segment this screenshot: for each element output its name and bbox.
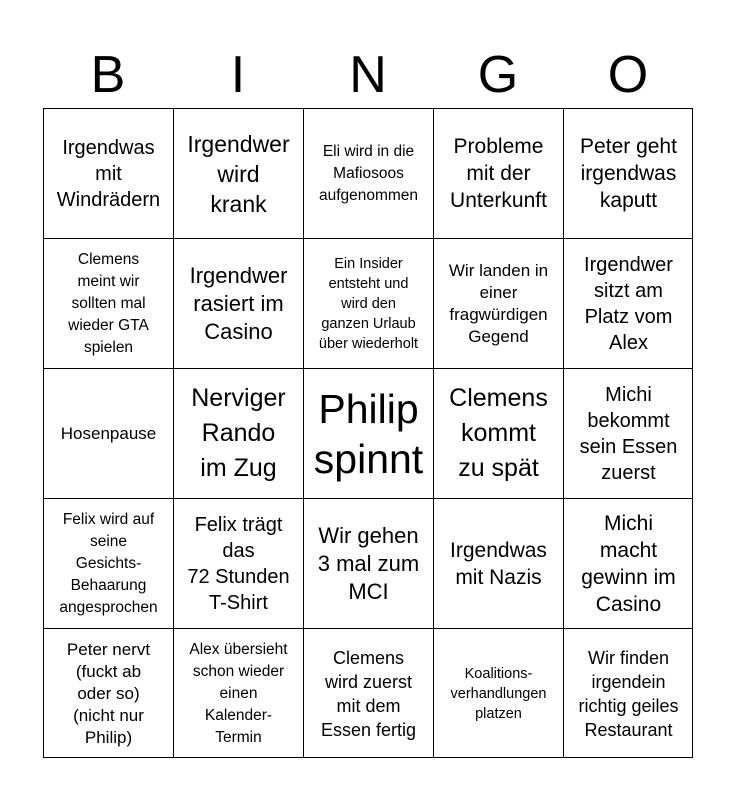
header-letter-o: O xyxy=(607,46,649,104)
cell-text: Nerviger Rando im Zug xyxy=(191,384,286,482)
cell-text: Peter nervt (fuckt ab oder so) (nicht nur Philip) xyxy=(66,639,151,747)
bingo-cell[interactable] xyxy=(303,238,433,368)
cell-text: Alex übersieht schon wieder einen Kalender- Termin xyxy=(189,640,288,746)
cell-text: Felix trägt das 72 Stunden T-Shirt xyxy=(187,513,290,614)
bingo-cell[interactable] xyxy=(173,628,303,758)
cell-text: Felix wird auf seine Gesichts- Behaarung angesprochen xyxy=(59,510,158,616)
cell-text: Irgendwer sitzt am Platz vom Alex xyxy=(584,253,673,354)
header-letter-i: I xyxy=(230,46,246,104)
cell-text: Clemens kommt zu spät xyxy=(449,384,548,482)
bingo-grid xyxy=(43,108,693,758)
bingo-cell[interactable] xyxy=(563,628,693,758)
bingo-cell[interactable] xyxy=(433,368,563,498)
bingo-cell[interactable] xyxy=(303,498,433,628)
bingo-cell[interactable] xyxy=(433,108,563,238)
cell-text: Wir landen in einer fragwürdigen Gegend xyxy=(448,260,549,346)
bingo-cell[interactable] xyxy=(433,238,563,368)
cell-text: Irgendwas mit Nazis xyxy=(450,538,547,589)
cell-text: Koalitions- verhandlungen platzen xyxy=(450,665,547,722)
bingo-cell-free[interactable] xyxy=(303,368,433,498)
bingo-cell[interactable] xyxy=(173,498,303,628)
bingo-cell[interactable] xyxy=(43,108,173,238)
cell-text: Clemens wird zuerst mit dem Essen fertig xyxy=(320,647,417,740)
cell-text: Philip spinnt xyxy=(313,385,424,482)
bingo-cell[interactable] xyxy=(563,498,693,628)
cell-text: Wir finden irgendein richtig geiles Restaurant xyxy=(578,647,679,740)
bingo-cell[interactable] xyxy=(43,628,173,758)
bingo-cell[interactable] xyxy=(563,368,693,498)
cell-text: Peter geht irgendwas kaputt xyxy=(580,135,677,212)
cell-text: Michi bekommt sein Essen zuerst xyxy=(579,383,678,484)
cell-text: Hosenpause xyxy=(60,423,157,443)
cell-text: Michi macht gewinn im Casino xyxy=(581,511,676,616)
bingo-cell[interactable] xyxy=(43,498,173,628)
bingo-cell[interactable] xyxy=(433,498,563,628)
cell-text: Eli wird in die Mafiosoos aufgenommen xyxy=(318,142,419,204)
bingo-cell[interactable] xyxy=(433,628,563,758)
bingo-cell[interactable] xyxy=(303,628,433,758)
cell-text: Wir gehen 3 mal zum MCI xyxy=(317,522,420,604)
header-letter-n: N xyxy=(349,46,387,104)
header-letter-g: G xyxy=(477,46,519,104)
bingo-cell[interactable] xyxy=(303,108,433,238)
header-letter-b: B xyxy=(90,46,126,104)
bingo-cell[interactable] xyxy=(43,238,173,368)
bingo-cell[interactable] xyxy=(43,368,173,498)
cell-text: Irgendwer wird krank xyxy=(187,130,290,217)
cell-text: Irgendwas mit Windrädern xyxy=(56,136,161,211)
bingo-cell[interactable] xyxy=(173,108,303,238)
cell-text: Irgendwer rasiert im Casino xyxy=(189,262,288,344)
bingo-cell[interactable] xyxy=(173,238,303,368)
cell-text: Probleme mit der Unterkunft xyxy=(450,135,547,212)
bingo-cell[interactable] xyxy=(563,238,693,368)
bingo-header xyxy=(43,42,693,108)
bingo-cell[interactable] xyxy=(563,108,693,238)
cell-text: Clemens meint wir sollten mal wieder GTA spielen xyxy=(68,250,149,356)
cell-text: Ein Insider entsteht und wird den ganzen Urlaub über wiederholt xyxy=(318,255,419,352)
bingo-cell[interactable] xyxy=(173,368,303,498)
